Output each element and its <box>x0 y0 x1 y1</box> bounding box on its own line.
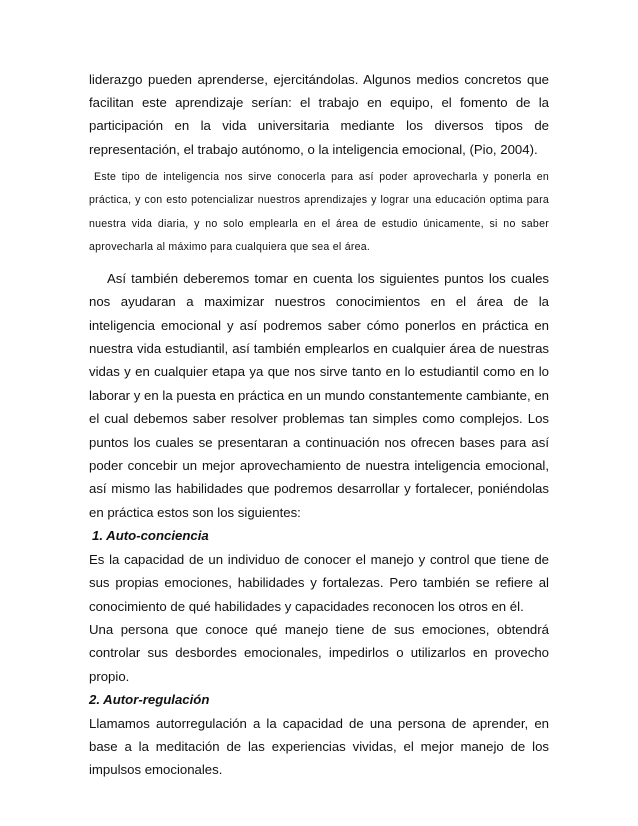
section-text-auto-conciencia-2: Una persona que conoce qué manejo tiene de sus emociones, obtendrá controlar sus desbordes emocionales, impedirlos o utilizarlos en provecho propio. <box>89 621 549 684</box>
section-text-autor-regulacion: Llamamos autorregulación a la capacidad de una persona de aprender, en base a la meditación de las experiencias vividas, el mejor manejo de los impulsos emocionales. <box>89 715 549 778</box>
document-body <box>89 68 549 782</box>
section-heading-auto-conciencia: 1. Auto-conciencia <box>92 528 209 544</box>
paragraph-intelligence-use: Este tipo de inteligencia nos sirve conocerla para así poder aprovecharla y ponerla en práctica, y con esto potencializar nuestros aprendizajes y lograr una educación optima para nuestra vida diaria, y no solo emplearla en el área de estudio únicamente, si no saber aprovecharla al máximo para cualquiera que sea el área. <box>89 170 549 254</box>
section-heading-autor-regulacion: 2. Autor-regulación <box>89 692 210 708</box>
paragraph-key-points: Así también deberemos tomar en cuenta los siguientes puntos los cuales nos ayudaran a maximizar nuestros conocimientos en el área de la inteligencia emocional y así podremos saber cómo ponerlos en práctica en nuestra vida estudiantil, así también emplearlos en cualquier área de nuestras vidas y en cualquier etapa ya que nos sirve tanto en lo estudiantil como en lo laborar y en la puesta en práctica en un mundo constantemente cambiante, en el cual debemos saber resolver problemas tan simples como complejos. Los puntos los cuales se presentaran a continuación nos ofrecen bases para así poder concebir un mejor aprovechamiento de nuestra inteligencia emocional, así mismo las habilidades que podremos desarrollar y fortalecer, poniéndolas en práctica estos son los siguientes: <box>89 270 549 520</box>
section-text-auto-conciencia-1: Es la capacidad de un individuo de conocer el manejo y control que tiene de sus propias emociones, habilidades y fortalezas. Pero también se refiere al conocimiento de qué habilidades y capacidades reconocen los otros en él. <box>89 551 549 614</box>
paragraph-leadership: liderazgo pueden aprenderse, ejercitándolas. Algunos medios concretos que facilitan este aprendizaje serían: el trabajo en equipo, el fomento de la participación en la vida universitaria mediante los diversos tipos de representación, el trabajo autónomo, o la inteligencia emocional, (Pio, 2004). <box>89 72 549 157</box>
